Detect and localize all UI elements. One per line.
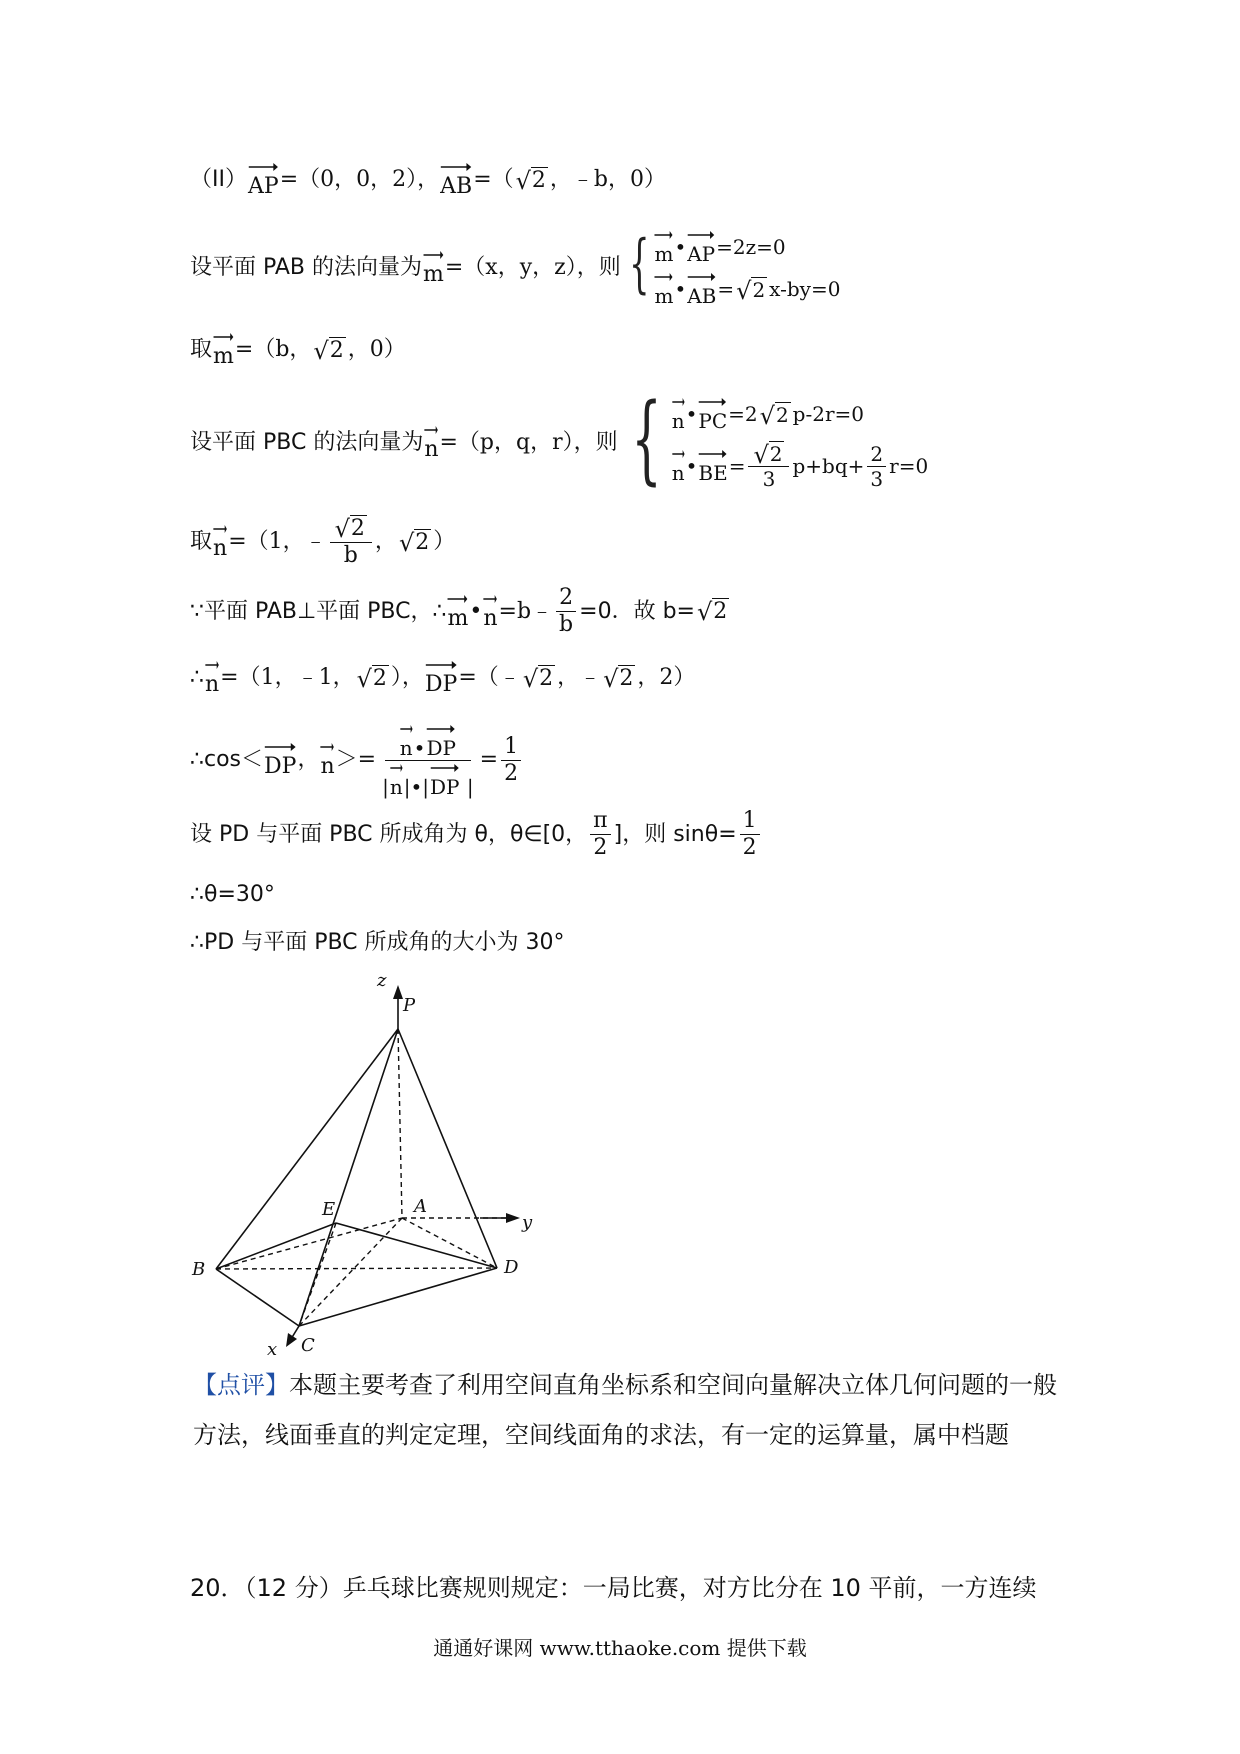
line-5: 取 n =（1，﹣ √ 2 b ， √ 2 ）	[190, 515, 456, 569]
line-2: 设平面 PAB 的法向量为 m =（x，y，z），则 { m • AP =2z=0 m • AB = √ 2 x-by=0	[190, 227, 841, 308]
label-a: A	[414, 1196, 427, 1217]
label-c: C	[301, 1335, 315, 1356]
y-axis-arrow-icon	[506, 1213, 520, 1223]
line-10: ∴θ=30°	[190, 882, 275, 907]
question-20: 20．（12 分）乒乓球比赛规则规定：一局比赛，对方比分在 10 平前，一方连续	[190, 1574, 1037, 1602]
z-axis-arrow-icon	[393, 985, 403, 999]
label-y: y	[522, 1212, 533, 1233]
x-axis-arrow-icon	[286, 1333, 297, 1347]
edge-bc	[216, 1269, 299, 1326]
edge-ac	[299, 1218, 402, 1326]
equation-system: { n • PC =2 √ 2 p-2r=0 n • BE = √ 2 3 p+bq+ $\frac{2}{3}$ r=0	[630, 383, 929, 495]
label-e: E	[322, 1199, 336, 1220]
vector-m: m	[213, 330, 234, 370]
part-label: （II）	[190, 167, 247, 192]
vector-n: n	[424, 423, 438, 463]
footer-text: 通通好课网 www.tthaoke.com 提供下载	[433, 1636, 807, 1660]
equation-system: { m • AP =2z=0 m • AB = √ 2 x-by=0	[628, 227, 841, 308]
edge-ba	[216, 1218, 402, 1269]
line-3: 取 m =（b， √ 2 ，0）	[190, 330, 406, 370]
label-x: x	[267, 1339, 278, 1360]
vector-m: m	[423, 248, 444, 288]
line-11: ∴PD 与平面 PBC 所成角的大小为 30°	[190, 930, 565, 955]
edge-ec	[299, 1223, 336, 1326]
comment-block	[193, 1360, 1073, 1460]
sqrt: √ 2	[515, 166, 546, 195]
line-7: ∴ n =（1，﹣1， √ 2 ）， DP =（﹣ √ 2 ，﹣ √ 2 ，2）	[190, 658, 695, 698]
edge-pd	[398, 1029, 497, 1268]
line-1: （II） AP =（0，0，2）， AB =（ √ 2 ，﹣b，0）	[190, 160, 666, 200]
edge-pc	[299, 1029, 398, 1326]
edge-bd	[216, 1268, 497, 1269]
comment-tag: 【点评】	[193, 1371, 289, 1399]
pyramid-figure	[180, 965, 560, 1360]
vector-n: n	[213, 522, 227, 562]
edge-pa	[398, 1029, 402, 1218]
edge-cd	[299, 1268, 497, 1326]
edge-ad	[402, 1218, 497, 1268]
vector-ap: AP	[248, 160, 279, 200]
line-9: 设 PD 与平面 PBC 所成角为 θ，θ∈[0， $\frac{\pi}{2}$ ]，则 sinθ= $\frac{1}{2}$	[190, 808, 763, 862]
label-b: B	[192, 1259, 206, 1280]
line-6: ∵平面 PAB⊥平面 PBC，∴ m • n =b﹣ $\frac{2}{b}$ =0．故 b= √ 2	[190, 585, 728, 638]
label-d: D	[504, 1257, 519, 1278]
label-p: P	[403, 995, 416, 1016]
line-8: ∴cos＜ DP ， n ＞= n• DP | n|•| DP | = $\frac{1}{2}$	[190, 722, 524, 799]
line-4: 设平面 PBC 的法向量为 n =（p，q，r），则 { n • PC =2 √ 2 p-2r=0 n • BE = √ 2 3 p+bq+ $\frac{2}{3}$ r=0	[190, 383, 929, 495]
label-z: z	[377, 970, 387, 991]
edge-ed	[336, 1223, 497, 1268]
vector-ab: AB	[440, 160, 472, 200]
comment-body: 本题主要考查了利用空间直角坐标系和空间向量解决立体几何问题的一般方法，线面垂直的判定定理，空间线面角的求法，有一定的运算量，属中档题	[193, 1371, 1057, 1449]
